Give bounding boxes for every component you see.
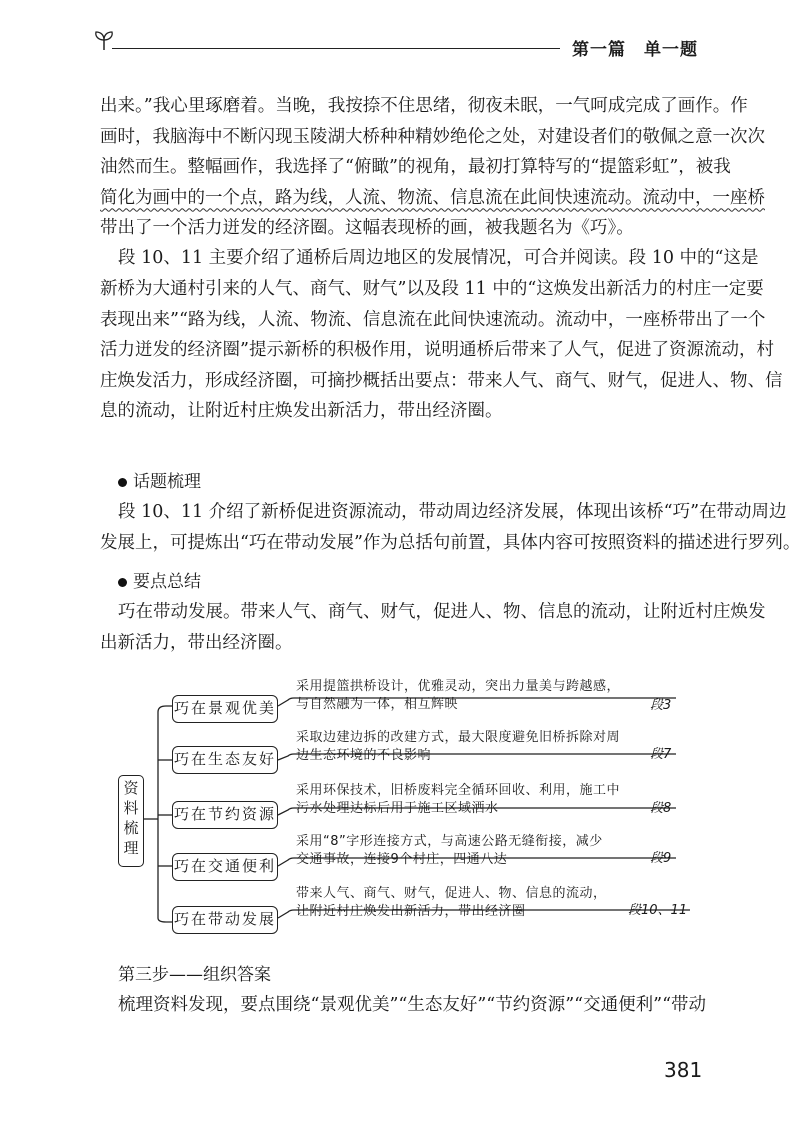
p1-line-4: 简化为画中的一个点，路为线，人流、物流、信息流在此间快速流动。流动中，一座桥: [100, 187, 765, 208]
header-title: 第一篇 单一题: [572, 40, 698, 60]
p2-line-6: 息的流动，让附近村庄焕发出新活力，带出经济圈。: [100, 401, 503, 421]
paragraph-3: [118, 497, 787, 528]
paragraph-4-cont: [100, 628, 698, 659]
branch-box-1: 巧在景观优美: [172, 695, 278, 723]
branch-1-ref: 段3: [650, 698, 672, 713]
step-heading: 第三步——组织答案: [118, 965, 271, 985]
p3-line-1: 段 10、11 介绍了新桥促进资源流动，带动周边经济发展，体现出该桥“巧”在带动周边: [118, 502, 787, 522]
p2-line-4: 活力迸发的经济圈”提示新桥的积极作用，说明通桥后带来了人气，促进了资源流动，村: [100, 340, 774, 360]
p2-line-1: 段 10、11 主要介绍了通桥后周边地区的发展情况，可合并阅读。段 10 中的“这是: [118, 248, 759, 268]
paragraph-5: [118, 990, 707, 1021]
branch-2-note-2: 边生态环境的不良影响: [296, 748, 432, 763]
paragraph-4: [118, 597, 766, 628]
branch-box-2: 巧在生态友好: [172, 746, 278, 774]
branch-1-note-2: 与自然融为一体，相互辉映: [296, 697, 459, 712]
p2-line-3: 表现出来”“路为线，人流、物流、信息流在此间快速流动。流动中，一座桥带出了一个: [100, 309, 766, 330]
paragraph-3-cont: [100, 528, 800, 559]
branch-5-note-2: 让附近村庄焕发出新活力，带出经济圈: [296, 904, 526, 919]
p1-line-3: 油然而生。整幅画作，我选择了“俯瞰”的视角，最初打算特写的“提篮彩虹”，被我: [100, 157, 731, 177]
branch-2-ref: 段7: [650, 747, 672, 762]
bullet-icon: [118, 478, 127, 487]
branch-5-note-1: 带来人气、商气、财气，促进人、物、信息的流动，: [296, 886, 607, 901]
branch-2-note-1: 采取边建边拆的改建方式，最大限度避免旧桥拆除对周: [296, 730, 621, 745]
branch-4-note-1: 采用“8”字形连接方式，与高速公路无缝衔接，减少: [296, 834, 603, 849]
diagram-root-label: 资料梳理: [123, 779, 139, 857]
branch-3-ref: 段8: [650, 801, 672, 816]
branch-3-note-2: 污水处理达标后用于施工区域洒水: [296, 801, 499, 816]
branch-4-note-2: 交通事故，连接9个村庄，四通八达: [296, 852, 508, 867]
paragraph-2: [118, 243, 759, 274]
p1-line-5: 带出了一个活力迸发的经济圈。这幅表现桥的画，被我题名为《巧》。: [100, 218, 634, 238]
branch-box-5: 巧在带动发展: [172, 906, 278, 934]
topic-heading-text: 话题梳理: [133, 472, 201, 492]
page-number: 381: [664, 1058, 703, 1082]
p1-line-1: 出来。”我心里琢磨着。当晚，我按捺不住思绪，彻夜未眠，一气呵成完成了画作。作: [100, 96, 748, 116]
topic-heading: [118, 467, 201, 492]
p2-line-5: 庄焕发活力，形成经济圈，可摘抄概括出要点：带来人气、商气、财气，促进人、物、信: [100, 370, 783, 391]
summary-heading-text: 要点总结: [133, 572, 201, 592]
diagram-root: [118, 775, 144, 867]
paragraph-2-cont: [100, 274, 783, 427]
p4-line-1: 巧在带动发展。带来人气、商气、财气，促进人、物、信息的流动，让附近村庄焕发: [118, 602, 766, 622]
bullet-icon: [118, 578, 127, 587]
paragraph-1: [100, 91, 765, 244]
branch-5-ref: 段10、11: [628, 903, 688, 918]
summary-heading: [118, 567, 201, 592]
branch-3-note-1: 采用环保技术，旧桥废料完全循环回收、利用，施工中: [296, 783, 621, 798]
p5-line-1: 梳理资料发现，要点围绕“景观优美”“生态友好”“节约资源”“交通便利”“带动: [118, 995, 707, 1015]
p4-line-2: 出新活力，带出经济圈。: [100, 633, 293, 653]
p2-line-2: 新桥为大通村引来的人气、商气、财气”以及段 11 中的“这焕发出新活力的村庄一定要: [100, 279, 764, 299]
branch-box-3: 巧在节约资源: [172, 801, 278, 829]
branch-4-ref: 段9: [650, 851, 672, 866]
branch-1-note-1: 采用提篮拱桥设计，优雅灵动，突出力量美与跨越感，: [296, 679, 621, 694]
p3-line-2: 发展上，可提炼出“巧在带动发展”作为总括句前置，具体内容可按照资料的描述进行罗列。: [100, 533, 800, 553]
header-rule: [112, 48, 560, 49]
branch-box-4: 巧在交通便利: [172, 853, 278, 881]
p1-line-2: 画时，我脑海中不断闪现玉陵湖大桥种种精妙绝伦之处，对建设者们的敬佩之意一次次: [100, 126, 765, 147]
